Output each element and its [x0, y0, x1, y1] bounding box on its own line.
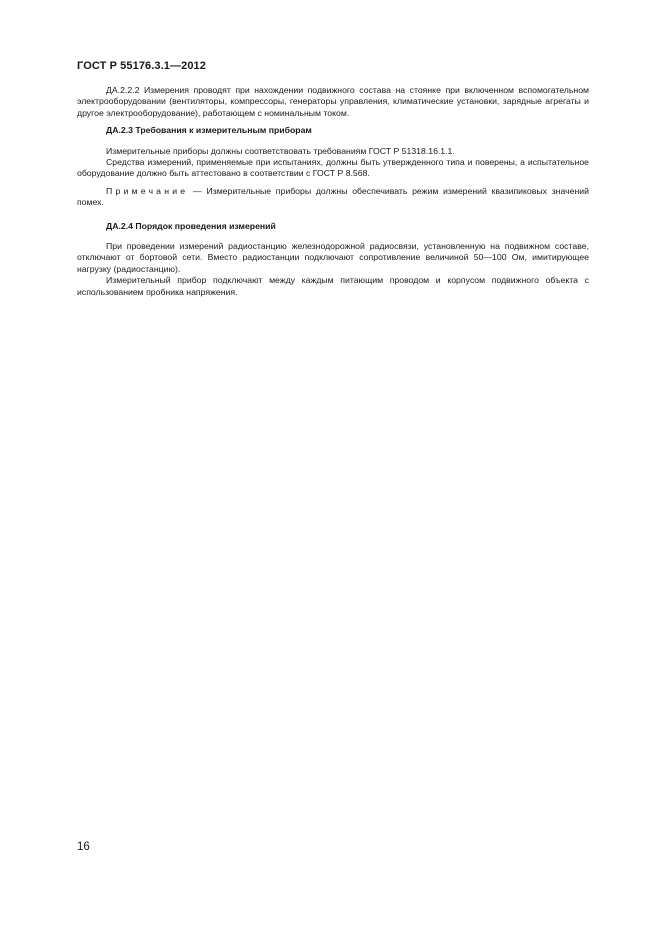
paragraph-da-2-3-measuring-tools: Средства измерений, применяемые при испытаниях, должны быть утвержденного типа и поверены, а испытательное оборудование должно быть аттестовано в соответствии с ГОСТ Р 8.568. — [77, 157, 589, 179]
note-label: Примечание — [106, 185, 189, 196]
page-number: 16 — [77, 841, 90, 853]
document-header: ГОСТ Р 55176.3.1—2012 — [77, 60, 206, 72]
paragraph-da-2-2-2: ДА.2.2.2 Измерения проводят при нахождении подвижного состава на стоянке при включенном вспомогательном электрооборудовании (вентиляторы, компрессоры, генераторы управления, климатические установки, зарядные агрегаты и другое электрооборудование), работающем с номинальным током. — [77, 85, 589, 118]
paragraph-da-2-4-probe: Измерительный прибор подключают между каждым питающим проводом и корпусом подвижного объекта с использованием пробника напряжения. — [77, 275, 589, 297]
note-text: — Измерительные приборы должны обеспечивать режим измерений квазипиковых значений помех. — [77, 185, 589, 208]
note-paragraph — [77, 186, 589, 209]
section-heading-da-2-4: ДА.2.4 Порядок проведения измерений — [106, 220, 276, 231]
document-body — [77, 85, 589, 298]
section-heading-da-2-3: ДА.2.3 Требования к измерительным приборам — [106, 125, 312, 136]
paragraph-da-2-4-radio-station: При проведении измерений радиостанцию железнодорожной радиосвязи, установленную на подвижном составе, отключают от бортовой сети. Вместо радиостанции подключают сопротивление величиной 50—100 Ом, имитирующее нагрузку (радиостанцию). — [77, 241, 589, 274]
paragraph-da-2-3-instruments: Измерительные приборы должны соответствовать требованиям ГОСТ Р 51318.16.1.1. — [106, 145, 455, 156]
